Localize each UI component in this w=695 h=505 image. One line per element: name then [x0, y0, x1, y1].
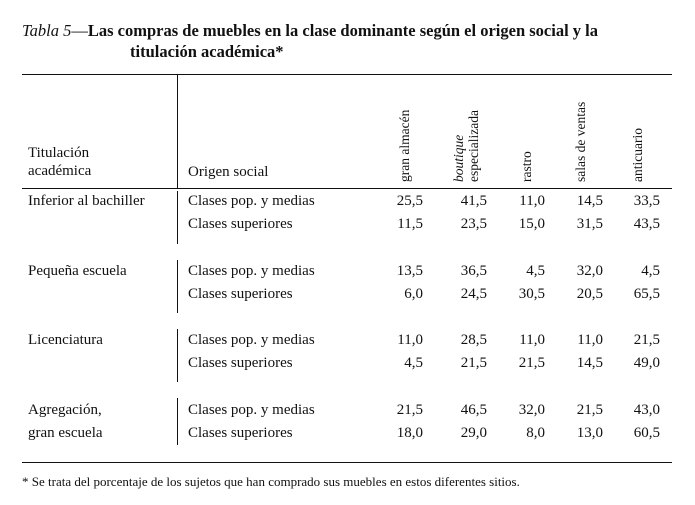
row-origen: Clases pop. y medias [188, 263, 315, 279]
table-caption [22, 20, 682, 62]
cell-value: 33,5 [633, 193, 660, 209]
caption-label: Tabla 5 [22, 21, 72, 40]
caption-title-line1: Las compras de muebles en la clase dominante según el origen social y la [87, 21, 598, 40]
row-origen: Clases pop. y medias [188, 332, 315, 348]
cell-value: 21,5 [396, 402, 423, 418]
cell-value: 41,5 [460, 193, 487, 209]
cell-value: 28,5 [460, 332, 487, 348]
cell-value: 4,5 [404, 355, 423, 371]
row-origen: Clases superiores [188, 355, 293, 371]
cell-value: 4,5 [526, 263, 545, 279]
cell-value: 32,0 [518, 402, 545, 418]
cell-value: 11,0 [519, 193, 545, 209]
header-divider [177, 74, 178, 188]
header-boutique: boutique especializada [451, 110, 481, 182]
row-origen: Clases pop. y medias [188, 193, 315, 209]
header-rastro: rastro [519, 151, 534, 182]
header-anticuario: anticuario [630, 128, 645, 182]
cell-value: 20,5 [576, 286, 603, 302]
cell-value: 23,5 [460, 216, 487, 232]
row-origen: Clases superiores [188, 286, 293, 302]
header-rule [22, 188, 672, 189]
cell-value: 24,5 [460, 286, 487, 302]
cell-value: 21,5 [518, 355, 545, 371]
cell-value: 36,5 [460, 263, 487, 279]
group-title: Inferior al bachiller [28, 193, 145, 209]
row-origen: Clases pop. y medias [188, 402, 315, 418]
header-titulacion: Titulación académica [28, 145, 92, 179]
cell-value: 49,0 [633, 355, 660, 371]
cell-value: 21,5 [633, 332, 660, 348]
group1-divider [177, 191, 178, 244]
cell-value: 14,5 [576, 193, 603, 209]
cell-value: 31,5 [576, 216, 603, 232]
caption-title-line2: titulación académica* [130, 42, 284, 61]
bottom-rule [22, 462, 672, 463]
cell-value: 32,0 [576, 263, 603, 279]
group-title: Pequeña escuela [28, 263, 127, 279]
cell-value: 21,5 [576, 402, 603, 418]
cell-value: 15,0 [518, 216, 545, 232]
header-gran-almacen: gran almacén [397, 109, 412, 182]
group2-divider [177, 260, 178, 313]
footnote: * Se trata del porcentaje de los sujetos que han comprado sus muebles en estos diferentes sitios. [22, 474, 520, 489]
cell-value: 18,0 [396, 425, 423, 441]
cell-value: 25,5 [396, 193, 423, 209]
top-rule [22, 74, 672, 75]
row-origen: Clases superiores [188, 425, 293, 441]
group-title: Agregación, [28, 402, 102, 418]
cell-value: 46,5 [460, 402, 487, 418]
cell-value: 13,5 [396, 263, 423, 279]
cell-value: 29,0 [460, 425, 487, 441]
cell-value: 21,5 [460, 355, 487, 371]
group4-divider [177, 398, 178, 445]
caption-dash: — [71, 21, 88, 40]
cell-value: 11,0 [397, 332, 423, 348]
cell-value: 30,5 [518, 286, 545, 302]
group3-divider [177, 329, 178, 382]
cell-value: 4,5 [641, 263, 660, 279]
cell-value: 11,5 [397, 216, 423, 232]
header-salas-de-ventas: salas de ventas [573, 101, 588, 182]
group-title: gran escuela [28, 425, 103, 441]
header-origen-social: Origen social [188, 164, 269, 180]
row-origen: Clases superiores [188, 216, 293, 232]
cell-value: 14,5 [576, 355, 603, 371]
cell-value: 6,0 [404, 286, 423, 302]
cell-value: 11,0 [519, 332, 545, 348]
cell-value: 43,5 [633, 216, 660, 232]
cell-value: 60,5 [633, 425, 660, 441]
cell-value: 11,0 [577, 332, 603, 348]
cell-value: 8,0 [526, 425, 545, 441]
cell-value: 13,0 [576, 425, 603, 441]
cell-value: 65,5 [633, 286, 660, 302]
group-title: Licenciatura [28, 332, 103, 348]
cell-value: 43,0 [633, 402, 660, 418]
